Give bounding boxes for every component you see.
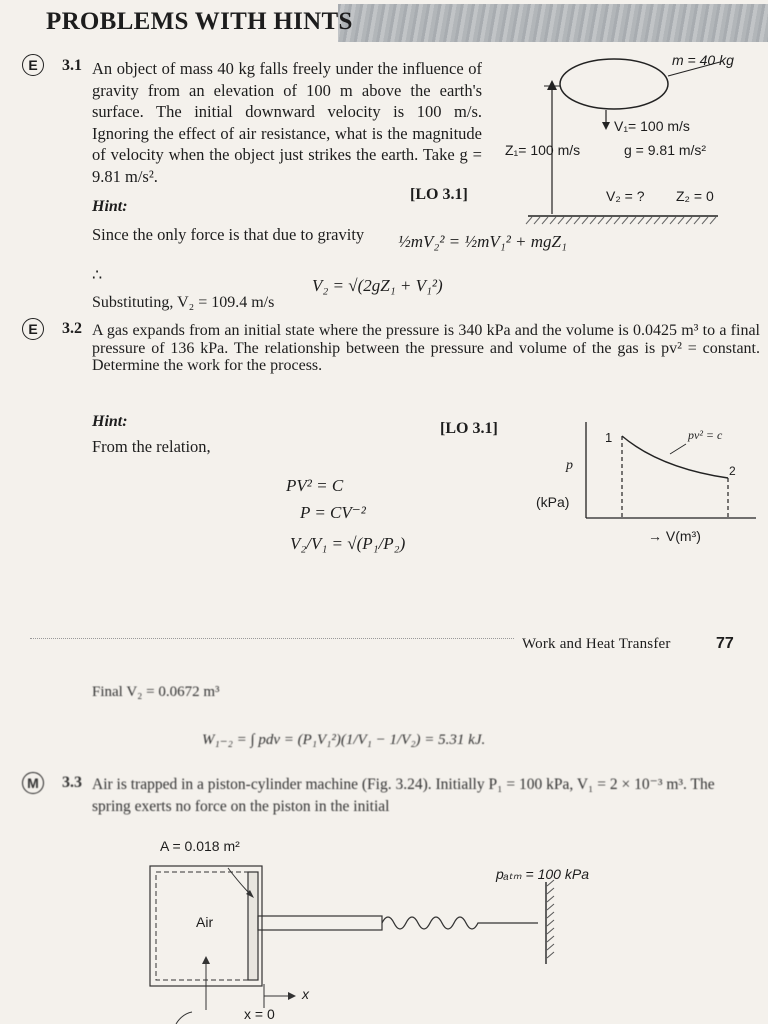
learning-objective: [LO 3.1] (440, 420, 498, 437)
state-point-2: 2 (729, 464, 736, 478)
atmospheric-pressure-label: pₐₜₘ = 100 kPa (496, 866, 589, 882)
mass-label: m = 40 kg (672, 52, 734, 68)
footer-rule (30, 638, 514, 639)
problem-number: 3.2 (62, 320, 82, 337)
problem-marker-e: E (22, 54, 44, 76)
air-label: Air (196, 914, 214, 930)
z1-label: Z₁= 100 m/s (505, 142, 581, 158)
graph-p-axis: p (566, 458, 573, 473)
velocity-formula: V₂ = √(2gZ₁ + V₁²) (312, 276, 443, 295)
graph-kpa: (kPa) (536, 494, 570, 510)
hint-label: Hint: (92, 413, 128, 430)
state-point-1: 1 (605, 430, 613, 445)
problem-number: 3.1 (62, 57, 82, 74)
problem-marker-e: E (22, 318, 44, 340)
z2-label: Z₂ = 0 (676, 188, 714, 204)
learning-objective: [LO 3.1] (410, 186, 468, 203)
problem-statement: Air is trapped in a piston-cylinder machine (Fig. 3.24). Initially P₁ = 100 kPa, V₁ = 2 × 10⁻³ m³. The spring exerts no force on the piston in the initial (92, 776, 715, 815)
area-label: A = 0.018 m² (160, 838, 240, 854)
substitution-result: Substituting, V₂ = 109.4 m/s (92, 294, 275, 311)
equation-volume-ratio: V₂/V₁ = √(P₁/P₂) (290, 534, 406, 553)
origin-label: x = 0 (244, 1006, 275, 1022)
piston-cylinder-figure (140, 860, 600, 1024)
equation-p: P = CV⁻² (300, 503, 366, 522)
hint-label: Hint: (92, 198, 128, 215)
v2-label: V₂ = ? (606, 188, 645, 204)
curve-label: pv² = c (688, 428, 723, 442)
page-number: 77 (716, 635, 734, 652)
final-volume: Final V₂ = 0.0672 m³ (92, 684, 220, 700)
section-title: PROBLEMS WITH HINTS (46, 8, 353, 35)
v1-label: V₁= 100 m/s (614, 118, 690, 134)
header-decoration (338, 4, 768, 42)
therefore-symbol: ∴ (92, 267, 103, 284)
work-equation: W₁₋₂ = ∫ pdv = (P₁V₁²)(1/V₁ − 1/V₂) = 5.31 kJ. (202, 732, 486, 748)
energy-equation: ½mV₂² = ½mV₁² + mgZ₁ (398, 232, 567, 251)
running-footer: Work and Heat Transfer (522, 636, 671, 652)
problem-marker-m: M (22, 772, 44, 794)
graph-v-axis: → V(m³) (648, 528, 701, 544)
equation-pv2: PV² = C (286, 476, 344, 495)
x-direction-label: x (302, 986, 309, 1002)
problem-statement: A gas expands from an initial state where the pressure is 340 kPa and the volume is 0.0425 m³ to a final pressure of 136 kPa. The relationship between the pressure and volume of the gas is pv² = constant. Determine the work for the process. (92, 322, 760, 374)
problem-number: 3.3 (62, 774, 82, 791)
gravity-label: g = 9.81 m/s² (624, 142, 707, 158)
hint-text: Since the only force is that due to gravity (92, 225, 365, 244)
relation-text: From the relation, (92, 437, 211, 456)
problem-statement: An object of mass 40 kg falls freely under the influence of gravity from an elevation of 100 m above the earth's surface. The initial downward velocity is 100 m/s. Ignoring the effect of air resistance, what is the magnitude of velocity when the object just strikes the earth. Take g = 9.81 m/s². (92, 59, 482, 186)
